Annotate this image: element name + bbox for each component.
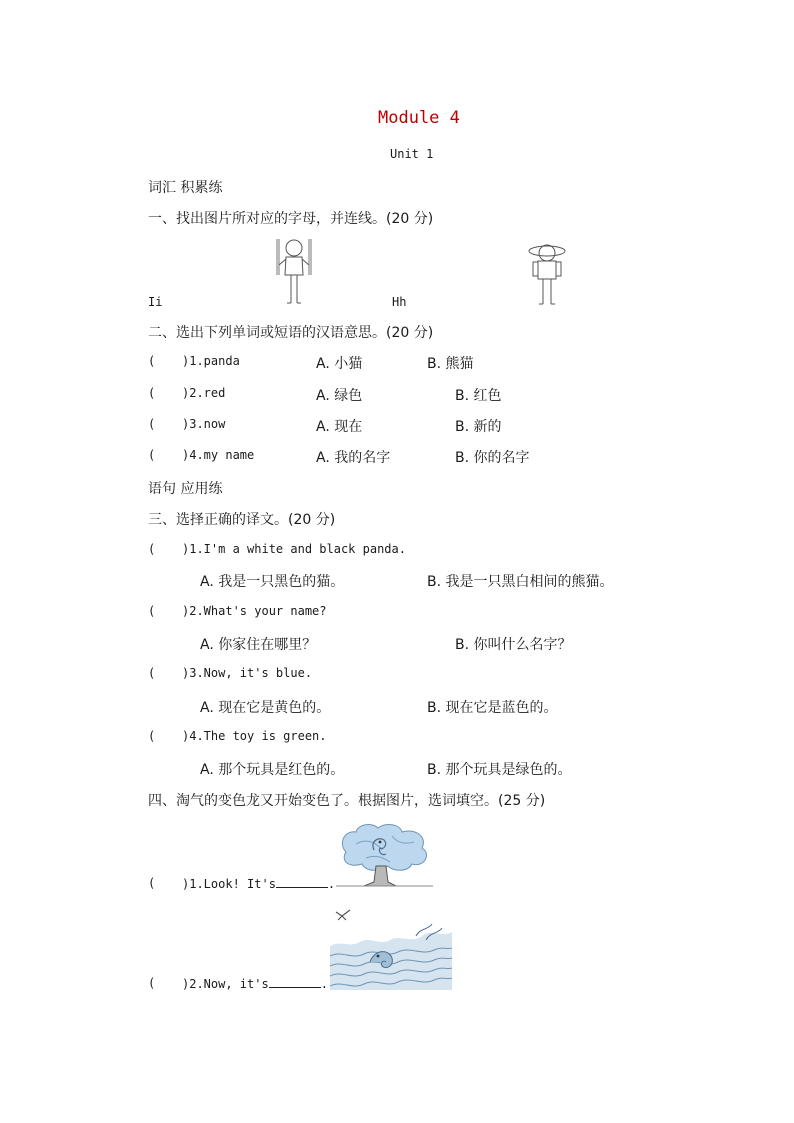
q2-item-3-paren[interactable]: ( <box>148 417 156 431</box>
q2-item-1-option-b: B. 熊猫 <box>427 356 474 372</box>
q1-heading: 一、找出图片所对应的字母，并连线。(20 分) <box>148 211 434 227</box>
q2-item-3-question: )3.now <box>182 417 226 431</box>
q2-item-1-question: )1.panda <box>182 354 240 368</box>
q2-item-4-paren[interactable]: ( <box>148 448 156 462</box>
q4-item-2-blank[interactable] <box>269 976 321 988</box>
q4-item-1-period: . <box>327 877 336 891</box>
page-subtitle: Unit 1 <box>390 147 434 161</box>
q3-item-3-paren[interactable]: ( <box>148 666 156 680</box>
tree-chameleon-image <box>336 822 433 889</box>
q2-heading: 二、选出下列单词或短语的汉语意思。(20 分) <box>148 325 434 341</box>
q3-item-4-option-b: B. 那个玩具是绿色的。 <box>427 762 572 778</box>
q3-item-1-option-a: A. 我是一只黑色的猫。 <box>200 574 345 590</box>
q3-item-3-option-b: B. 现在它是蓝色的。 <box>427 700 558 716</box>
q2-item-1-option-a: A. 小猫 <box>316 356 363 372</box>
q3-item-1-option-b: B. 我是一只黑白相间的熊猫。 <box>427 574 614 590</box>
q3-item-4-paren[interactable]: ( <box>148 729 156 743</box>
q3-item-3-question: )3.Now, it's blue. <box>182 666 313 680</box>
page-title: Module 4 <box>378 108 460 128</box>
q2-item-2-paren[interactable]: ( <box>148 386 156 400</box>
q2-item-2-question: )2.red <box>182 386 226 400</box>
q2-item-3-option-b: B. 新的 <box>455 419 502 435</box>
q3-item-2-question: )2.What's your name? <box>182 604 327 618</box>
q3-item-2-paren[interactable]: ( <box>148 604 156 618</box>
q2-item-3-option-a: A. 现在 <box>316 419 363 435</box>
q2-item-4-option-a: A. 我的名字 <box>316 450 391 466</box>
q2-item-4-option-b: B. 你的名字 <box>455 450 530 466</box>
q4-item-1-text: )1.Look! It's <box>182 877 276 891</box>
q2-item-2-option-a: A. 绿色 <box>316 388 363 404</box>
q4-item-1-paren[interactable]: ( <box>148 876 156 890</box>
q3-item-2-option-b: B. 你叫什么名字？ <box>455 637 572 653</box>
q4-item-1-question <box>182 876 335 891</box>
section-vocab-heading: 词汇 积累练 <box>148 180 223 196</box>
q4-item-1-blank[interactable] <box>276 876 328 888</box>
q3-item-2-option-a: A. 你家住在哪里？ <box>200 637 317 653</box>
q4-heading: 四、淘气的变色龙又开始变色了。根据图片，选词填空。(25 分) <box>148 793 546 809</box>
q2-item-2-option-b: B. 红色 <box>455 388 502 404</box>
q2-item-1-paren[interactable]: ( <box>148 354 156 368</box>
q3-item-4-option-a: A. 那个玩具是红色的。 <box>200 762 345 778</box>
letter-ii: Ii <box>148 295 163 309</box>
sea-chameleon-image <box>330 906 452 990</box>
q2-item-4-question: )4.my name <box>182 448 255 462</box>
q3-item-3-option-a: A. 现在它是黄色的。 <box>200 700 331 716</box>
boy-figure-image <box>525 242 569 308</box>
q3-item-4-question: )4.The toy is green. <box>182 729 327 743</box>
q4-item-2-question <box>182 976 328 991</box>
letter-hh: Hh <box>392 295 407 309</box>
q3-item-1-paren[interactable]: ( <box>148 542 156 556</box>
q3-item-1-question: )1.I'm a white and black panda. <box>182 542 406 556</box>
girl-figure-image <box>273 237 315 307</box>
q4-item-2-period: . <box>320 977 328 991</box>
q3-heading: 三、选择正确的译文。(20 分) <box>148 512 336 528</box>
section-sentence-heading: 语句 应用练 <box>148 481 223 497</box>
q4-item-2-paren[interactable]: ( <box>148 976 156 990</box>
q4-item-2-text: )2.Now, it's <box>182 977 269 991</box>
